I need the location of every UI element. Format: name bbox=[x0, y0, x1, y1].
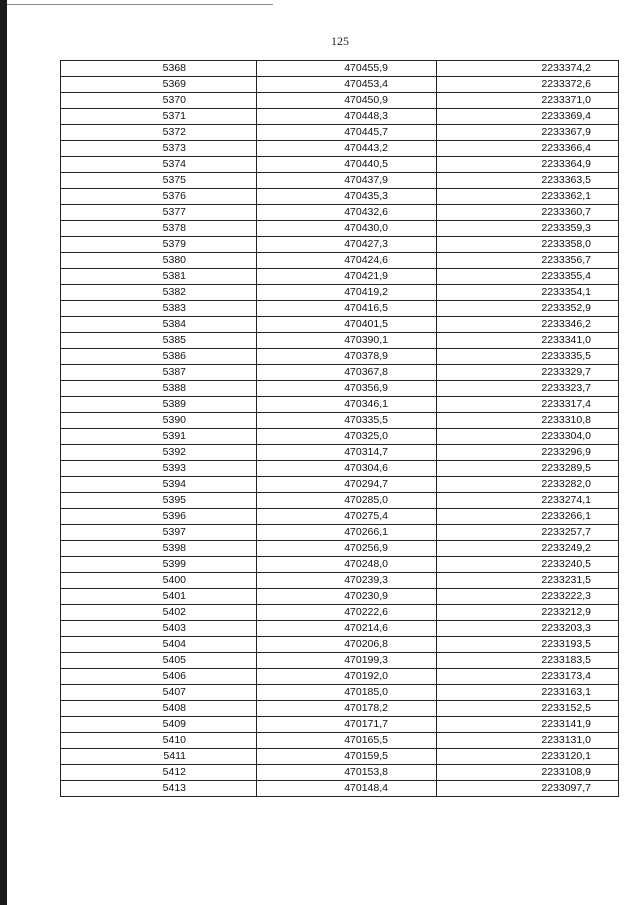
table-row bbox=[61, 125, 619, 141]
point-number-cell: 5391 bbox=[61, 429, 257, 445]
table-row bbox=[61, 749, 619, 765]
y-coordinate-cell: 2233360,7 bbox=[437, 205, 619, 221]
y-coordinate-cell: 2233304,0 bbox=[437, 429, 619, 445]
table-row bbox=[61, 221, 619, 237]
point-number-cell: 5368 bbox=[61, 61, 257, 77]
x-coordinate-cell: 470285,0 bbox=[257, 493, 437, 509]
y-coordinate-cell: 2233374,2 bbox=[437, 61, 619, 77]
point-number-cell: 5411 bbox=[61, 749, 257, 765]
table-row bbox=[61, 317, 619, 333]
x-coordinate-cell: 470314,7 bbox=[257, 445, 437, 461]
point-number-cell: 5410 bbox=[61, 733, 257, 749]
table-row bbox=[61, 525, 619, 541]
point-number-cell: 5386 bbox=[61, 349, 257, 365]
table-row bbox=[61, 365, 619, 381]
point-number-cell: 5388 bbox=[61, 381, 257, 397]
y-coordinate-cell: 2233367,9 bbox=[437, 125, 619, 141]
table-row bbox=[61, 141, 619, 157]
table-row bbox=[61, 205, 619, 221]
table-row bbox=[61, 269, 619, 285]
point-number-cell: 5413 bbox=[61, 781, 257, 797]
table-row bbox=[61, 589, 619, 605]
table-row bbox=[61, 685, 619, 701]
y-coordinate-cell: 2233346,2 bbox=[437, 317, 619, 333]
y-coordinate-cell: 2233310,8 bbox=[437, 413, 619, 429]
x-coordinate-cell: 470453,4 bbox=[257, 77, 437, 93]
table-row bbox=[61, 93, 619, 109]
y-coordinate-cell: 2233203,3 bbox=[437, 621, 619, 637]
point-number-cell: 5406 bbox=[61, 669, 257, 685]
table-row bbox=[61, 781, 619, 797]
y-coordinate-cell: 2233335,5 bbox=[437, 349, 619, 365]
x-coordinate-cell: 470153,8 bbox=[257, 765, 437, 781]
point-number-cell: 5389 bbox=[61, 397, 257, 413]
table-row bbox=[61, 509, 619, 525]
x-coordinate-cell: 470159,5 bbox=[257, 749, 437, 765]
table-row bbox=[61, 701, 619, 717]
point-number-cell: 5400 bbox=[61, 573, 257, 589]
table-row bbox=[61, 237, 619, 253]
table-row bbox=[61, 669, 619, 685]
x-coordinate-cell: 470356,9 bbox=[257, 381, 437, 397]
scan-edge-border bbox=[0, 0, 7, 905]
x-coordinate-cell: 470335,5 bbox=[257, 413, 437, 429]
point-number-cell: 5396 bbox=[61, 509, 257, 525]
y-coordinate-cell: 2233240,5 bbox=[437, 557, 619, 573]
x-coordinate-cell: 470435,3 bbox=[257, 189, 437, 205]
x-coordinate-cell: 470443,2 bbox=[257, 141, 437, 157]
x-coordinate-cell: 470421,9 bbox=[257, 269, 437, 285]
point-number-cell: 5370 bbox=[61, 93, 257, 109]
y-coordinate-cell: 2233341,0 bbox=[437, 333, 619, 349]
y-coordinate-cell: 2233120,1 bbox=[437, 749, 619, 765]
x-coordinate-cell: 470171,7 bbox=[257, 717, 437, 733]
table-row bbox=[61, 637, 619, 653]
point-number-cell: 5387 bbox=[61, 365, 257, 381]
x-coordinate-cell: 470304,6 bbox=[257, 461, 437, 477]
y-coordinate-cell: 2233163,1 bbox=[437, 685, 619, 701]
y-coordinate-cell: 2233289,5 bbox=[437, 461, 619, 477]
x-coordinate-cell: 470192,0 bbox=[257, 669, 437, 685]
table-row bbox=[61, 301, 619, 317]
point-number-cell: 5383 bbox=[61, 301, 257, 317]
x-coordinate-cell: 470266,1 bbox=[257, 525, 437, 541]
y-coordinate-cell: 2233354,1 bbox=[437, 285, 619, 301]
y-coordinate-cell: 2233355,4 bbox=[437, 269, 619, 285]
y-coordinate-cell: 2233358,0 bbox=[437, 237, 619, 253]
point-number-cell: 5398 bbox=[61, 541, 257, 557]
x-coordinate-cell: 470445,7 bbox=[257, 125, 437, 141]
point-number-cell: 5409 bbox=[61, 717, 257, 733]
y-coordinate-cell: 2233152,5 bbox=[437, 701, 619, 717]
table-row bbox=[61, 605, 619, 621]
x-coordinate-cell: 470256,9 bbox=[257, 541, 437, 557]
point-number-cell: 5401 bbox=[61, 589, 257, 605]
table-row bbox=[61, 557, 619, 573]
y-coordinate-cell: 2233317,4 bbox=[437, 397, 619, 413]
table-row bbox=[61, 61, 619, 77]
y-coordinate-cell: 2233274,1 bbox=[437, 493, 619, 509]
point-number-cell: 5407 bbox=[61, 685, 257, 701]
x-coordinate-cell: 470450,9 bbox=[257, 93, 437, 109]
y-coordinate-cell: 2233356,7 bbox=[437, 253, 619, 269]
point-number-cell: 5384 bbox=[61, 317, 257, 333]
point-number-cell: 5377 bbox=[61, 205, 257, 221]
table-row bbox=[61, 477, 619, 493]
x-coordinate-cell: 470437,9 bbox=[257, 173, 437, 189]
y-coordinate-cell: 2233282,0 bbox=[437, 477, 619, 493]
point-number-cell: 5371 bbox=[61, 109, 257, 125]
x-coordinate-cell: 470294,7 bbox=[257, 477, 437, 493]
table-row bbox=[61, 381, 619, 397]
table-row bbox=[61, 173, 619, 189]
table-row bbox=[61, 397, 619, 413]
table-row bbox=[61, 765, 619, 781]
point-number-cell: 5381 bbox=[61, 269, 257, 285]
x-coordinate-cell: 470148,4 bbox=[257, 781, 437, 797]
x-coordinate-cell: 470427,3 bbox=[257, 237, 437, 253]
y-coordinate-cell: 2233329,7 bbox=[437, 365, 619, 381]
x-coordinate-cell: 470440,5 bbox=[257, 157, 437, 173]
y-coordinate-cell: 2233359,3 bbox=[437, 221, 619, 237]
x-coordinate-cell: 470378,9 bbox=[257, 349, 437, 365]
header-rule bbox=[7, 4, 273, 5]
table-row bbox=[61, 621, 619, 637]
x-coordinate-cell: 470275,4 bbox=[257, 509, 437, 525]
x-coordinate-cell: 470214,6 bbox=[257, 621, 437, 637]
x-coordinate-cell: 470185,0 bbox=[257, 685, 437, 701]
y-coordinate-cell: 2233108,9 bbox=[437, 765, 619, 781]
x-coordinate-cell: 470346,1 bbox=[257, 397, 437, 413]
point-number-cell: 5395 bbox=[61, 493, 257, 509]
y-coordinate-cell: 2233266,1 bbox=[437, 509, 619, 525]
x-coordinate-cell: 470424,6 bbox=[257, 253, 437, 269]
x-coordinate-cell: 470230,9 bbox=[257, 589, 437, 605]
y-coordinate-cell: 2233183,5 bbox=[437, 653, 619, 669]
x-coordinate-cell: 470367,8 bbox=[257, 365, 437, 381]
point-number-cell: 5390 bbox=[61, 413, 257, 429]
table-row bbox=[61, 429, 619, 445]
x-coordinate-cell: 470430,0 bbox=[257, 221, 437, 237]
coordinates-table bbox=[60, 60, 619, 797]
point-number-cell: 5412 bbox=[61, 765, 257, 781]
x-coordinate-cell: 470390,1 bbox=[257, 333, 437, 349]
table-row bbox=[61, 653, 619, 669]
y-coordinate-cell: 2233141,9 bbox=[437, 717, 619, 733]
page-number: 125 bbox=[331, 34, 349, 48]
point-number-cell: 5392 bbox=[61, 445, 257, 461]
point-number-cell: 5385 bbox=[61, 333, 257, 349]
x-coordinate-cell: 470239,3 bbox=[257, 573, 437, 589]
table-row bbox=[61, 285, 619, 301]
point-number-cell: 5399 bbox=[61, 557, 257, 573]
x-coordinate-cell: 470199,3 bbox=[257, 653, 437, 669]
y-coordinate-cell: 2233193,5 bbox=[437, 637, 619, 653]
y-coordinate-cell: 2233249,2 bbox=[437, 541, 619, 557]
x-coordinate-cell: 470206,8 bbox=[257, 637, 437, 653]
x-coordinate-cell: 470432,6 bbox=[257, 205, 437, 221]
table-row bbox=[61, 333, 619, 349]
point-number-cell: 5404 bbox=[61, 637, 257, 653]
point-number-cell: 5375 bbox=[61, 173, 257, 189]
y-coordinate-cell: 2233212,9 bbox=[437, 605, 619, 621]
table-row bbox=[61, 349, 619, 365]
x-coordinate-cell: 470448,3 bbox=[257, 109, 437, 125]
point-number-cell: 5405 bbox=[61, 653, 257, 669]
point-number-cell: 5374 bbox=[61, 157, 257, 173]
point-number-cell: 5373 bbox=[61, 141, 257, 157]
table-row bbox=[61, 77, 619, 93]
table-row bbox=[61, 189, 619, 205]
y-coordinate-cell: 2233371,0 bbox=[437, 93, 619, 109]
table-row bbox=[61, 541, 619, 557]
point-number-cell: 5376 bbox=[61, 189, 257, 205]
table-row bbox=[61, 253, 619, 269]
x-coordinate-cell: 470325,0 bbox=[257, 429, 437, 445]
y-coordinate-cell: 2233372,6 bbox=[437, 77, 619, 93]
y-coordinate-cell: 2233366,4 bbox=[437, 141, 619, 157]
table-row bbox=[61, 157, 619, 173]
table-row bbox=[61, 413, 619, 429]
table-row bbox=[61, 445, 619, 461]
point-number-cell: 5408 bbox=[61, 701, 257, 717]
point-number-cell: 5403 bbox=[61, 621, 257, 637]
x-coordinate-cell: 470178,2 bbox=[257, 701, 437, 717]
x-coordinate-cell: 470455,9 bbox=[257, 61, 437, 77]
y-coordinate-cell: 2233131,0 bbox=[437, 733, 619, 749]
y-coordinate-cell: 2233363,5 bbox=[437, 173, 619, 189]
x-coordinate-cell: 470401,5 bbox=[257, 317, 437, 333]
y-coordinate-cell: 2233231,5 bbox=[437, 573, 619, 589]
point-number-cell: 5372 bbox=[61, 125, 257, 141]
table-row bbox=[61, 493, 619, 509]
table-row bbox=[61, 573, 619, 589]
x-coordinate-cell: 470248,0 bbox=[257, 557, 437, 573]
point-number-cell: 5394 bbox=[61, 477, 257, 493]
point-number-cell: 5393 bbox=[61, 461, 257, 477]
y-coordinate-cell: 2233323,7 bbox=[437, 381, 619, 397]
point-number-cell: 5397 bbox=[61, 525, 257, 541]
x-coordinate-cell: 470222,6 bbox=[257, 605, 437, 621]
y-coordinate-cell: 2233362,1 bbox=[437, 189, 619, 205]
point-number-cell: 5402 bbox=[61, 605, 257, 621]
table-row bbox=[61, 717, 619, 733]
y-coordinate-cell: 2233364,9 bbox=[437, 157, 619, 173]
point-number-cell: 5378 bbox=[61, 221, 257, 237]
coordinates-table-body bbox=[61, 61, 619, 797]
point-number-cell: 5380 bbox=[61, 253, 257, 269]
y-coordinate-cell: 2233173,4 bbox=[437, 669, 619, 685]
point-number-cell: 5382 bbox=[61, 285, 257, 301]
y-coordinate-cell: 2233257,7 bbox=[437, 525, 619, 541]
x-coordinate-cell: 470419,2 bbox=[257, 285, 437, 301]
y-coordinate-cell: 2233296,9 bbox=[437, 445, 619, 461]
point-number-cell: 5369 bbox=[61, 77, 257, 93]
table-row bbox=[61, 733, 619, 749]
x-coordinate-cell: 470165,5 bbox=[257, 733, 437, 749]
point-number-cell: 5379 bbox=[61, 237, 257, 253]
table-row bbox=[61, 461, 619, 477]
table-row bbox=[61, 109, 619, 125]
y-coordinate-cell: 2233222,3 bbox=[437, 589, 619, 605]
y-coordinate-cell: 2233352,9 bbox=[437, 301, 619, 317]
y-coordinate-cell: 2233097,7 bbox=[437, 781, 619, 797]
x-coordinate-cell: 470416,5 bbox=[257, 301, 437, 317]
y-coordinate-cell: 2233369,4 bbox=[437, 109, 619, 125]
